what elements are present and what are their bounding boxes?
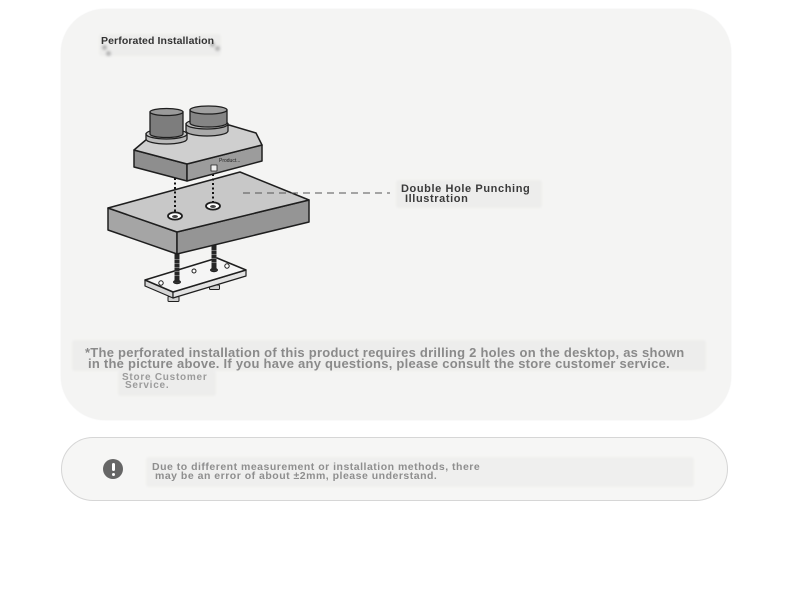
contact-line: Service.	[125, 380, 170, 391]
exclamation-circle-icon	[103, 459, 123, 479]
plate-screw-hole	[159, 281, 163, 285]
store-customer-service-label	[122, 374, 208, 390]
section-title: Perforated Installation	[101, 35, 215, 47]
post-top	[150, 109, 183, 116]
bottom-plate	[145, 258, 246, 298]
callout-line: Double Hole Punching	[401, 183, 531, 195]
notice-line: Due to different measurement or installation methods, there	[152, 461, 481, 473]
post-right	[186, 106, 228, 136]
smudge-mark	[215, 46, 220, 51]
post-left	[146, 109, 187, 145]
smudge-mark	[106, 51, 111, 56]
desk-board	[108, 172, 309, 254]
hole-core	[172, 215, 178, 218]
product-label-tag	[211, 165, 217, 171]
bolt-right	[212, 245, 217, 270]
notice-text	[152, 463, 480, 481]
callout-line: Illustration	[405, 193, 469, 205]
bolt-left	[175, 254, 180, 282]
notice-line: may be an error of about ±2mm, please understand.	[155, 470, 438, 482]
plate-screw-hole	[192, 269, 196, 273]
plate-screw-hole	[225, 264, 229, 268]
footnote-line: *The perforated installation of this product requires drilling 2 holes on the desktop, as shown	[85, 345, 685, 360]
contact-line: Store Customer	[122, 372, 208, 383]
hole-left	[168, 212, 182, 219]
installation-footnote	[85, 347, 684, 369]
footnote-line: in the picture above. If you have any questions, please consult the store customer service.	[88, 356, 670, 371]
exclamation-dot	[112, 473, 115, 476]
hole-right	[206, 202, 220, 209]
product-label: Product...	[219, 158, 241, 164]
exclamation-bar	[112, 463, 115, 471]
post-top	[190, 106, 227, 114]
installation-diagram	[100, 100, 400, 310]
diagram-callout	[401, 184, 530, 204]
hole-core	[210, 205, 216, 208]
bolt-shaft	[175, 254, 180, 282]
bolt-shaft	[212, 245, 217, 270]
